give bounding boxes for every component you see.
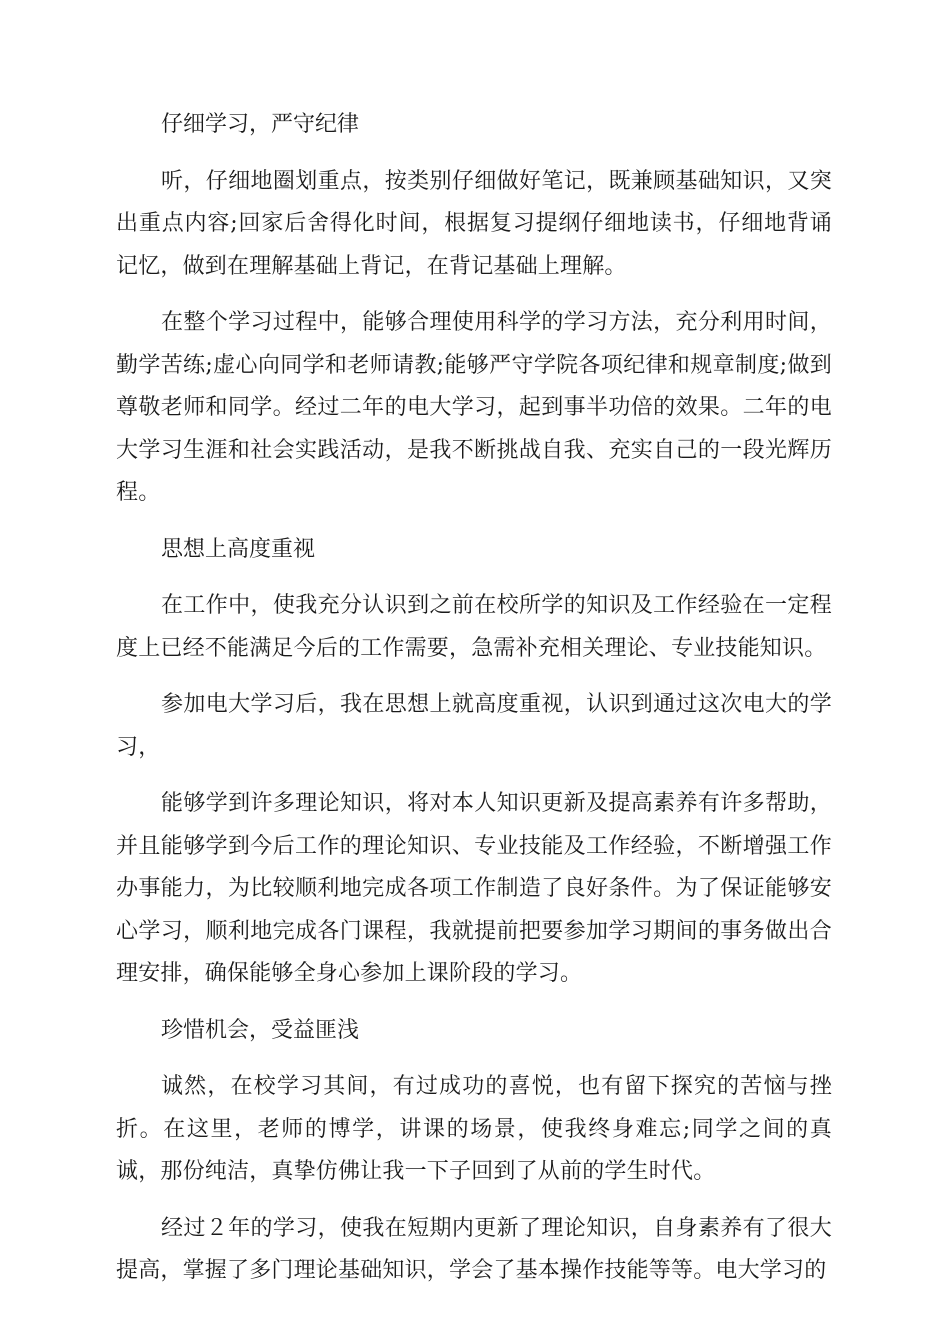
document-body — [116, 104, 832, 1307]
paragraph: 经过２年的学习，使我在短期内更新了理论知识，自身素养有了很大提高，掌握了多门理论基础知识，学会了基本操作技能等等。电大学习的 — [116, 1215, 832, 1283]
section-heading: 思想上高度重视 — [161, 536, 316, 562]
paragraph: 听，仔细地圈划重点，按类别仔细做好笔记，既兼顾基础知识，又突出重点内容;回家后舍得化时间，根据复习提纲仔细地读书，仔细地背诵记忆，做到在理解基础上背记，在背记基础上理解。 — [116, 168, 832, 279]
paragraph: 在整个学习过程中，能够合理使用科学的学习方法，充分利用时间，勤学苦练;虚心向同学和老师请教;能够严守学院各项纪律和规章制度;做到尊敬老师和同学。经过二年的电大学习，起到事半功倍的效果。二年的电大学习生涯和社会实践活动，是我不断挑战自我、充实自己的一段光辉历程。 — [116, 310, 832, 505]
paragraph: 诚然，在校学习其间，有过成功的喜悦，也有留下探究的苦恼与挫折。在这里，老师的博学，讲课的场景，使我终身难忘;同学之间的真诚，那份纯洁，真挚仿佛让我一下子回到了从前的学生时代。 — [116, 1074, 832, 1184]
section-heading: 仔细学习，严守纪律 — [161, 112, 360, 137]
section-heading: 珍惜机会，受益匪浅 — [161, 1017, 360, 1043]
paragraph: 在工作中，使我充分认识到之前在校所学的知识及工作经验在一定程度上已经不能满足今后的工作需要，急需补充相关理论、专业技能知识。 — [116, 593, 832, 661]
paragraph: 能够学到许多理论知识，将对本人知识更新及提高素养有许多帮助，并且能够学到今后工作的理论知识、专业技能及工作经验，不断增强工作办事能力，为比较顺利地完成各项工作制造了良好条件。为了保证能够安心学习，顺利地完成各门课程，我就提前把要参加学习期间的事务做出合理安排，确保能够全身心参加上课阶段的学习。 — [116, 791, 832, 986]
paragraph: 参加电大学习后，我在思想上就高度重视，认识到通过这次电大的学习， — [116, 692, 832, 760]
